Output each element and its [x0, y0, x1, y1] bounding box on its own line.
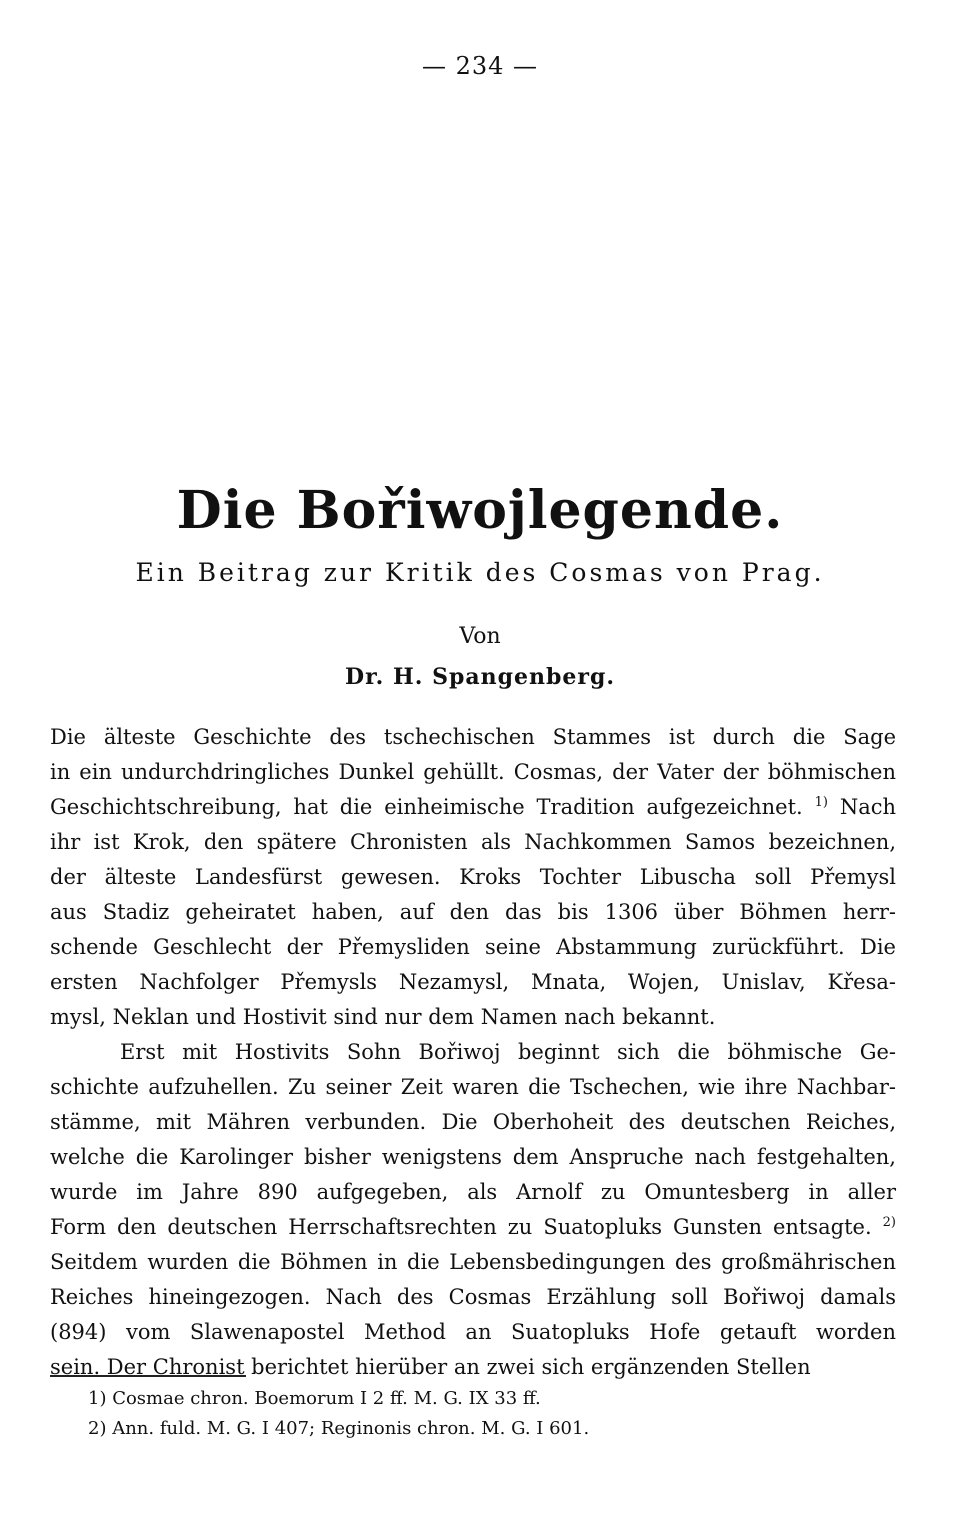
- footnote: 2) Ann. fuld. M. G. I 407; Reginonis chron. M. G. I 601.: [88, 1418, 590, 1439]
- text-line: Form den deutschen Herrschaftsrechten zu Suatopluks Gunsten entsagte. $^{2)}$: [50, 1215, 896, 1239]
- author-name: Dr. H. Spangenberg.: [345, 664, 615, 690]
- text-line: schichte aufzuhellen. Zu seiner Zeit waren die Tschechen, wie ihre Nachbar-: [50, 1075, 896, 1099]
- text-line: Die älteste Geschichte des tschechischen Stammes ist durch die Sage: [50, 725, 896, 749]
- text-line: Reiches hineingezogen. Nach des Cosmas Erzählung soll Bořiwoj damals: [50, 1285, 896, 1309]
- text-line: wurde im Jahre 890 aufgegeben, als Arnolf zu Omuntesberg in aller: [50, 1180, 896, 1204]
- text-line: mysl, Neklan und Hostivit sind nur dem Namen nach bekannt.: [50, 1005, 716, 1029]
- byline: Von: [459, 624, 501, 649]
- text-line: in ein undurchdringliches Dunkel gehüllt. Cosmas, der Vater der böhmischen: [50, 760, 896, 784]
- text-line: ihr ist Krok, den spätere Chronisten als Nachkommen Samos bezeichnen,: [50, 830, 896, 854]
- text-line: welche die Karolinger bisher wenigstens dem Anspruche nach festgehalten,: [50, 1145, 896, 1169]
- text-line: Erst mit Hostivits Sohn Bořiwoj beginnt sich die böhmische Ge-: [120, 1040, 896, 1064]
- text-line: aus Stadiz geheiratet haben, auf den das bis 1306 über Böhmen herr-: [50, 900, 896, 924]
- body-text: [50, 720, 896, 1385]
- text-line: schende Geschlecht der Přemysliden seine Abstammung zurückführt. Die: [50, 935, 896, 959]
- text-line: (894) vom Slawenapostel Method an Suatopluks Hofe getauft worden: [50, 1320, 896, 1344]
- text-line: Geschichtschreibung, hat die einheimische Tradition aufgezeichnet. $^{1)}$ Nach: [50, 795, 896, 819]
- footnote-ref: 2): [882, 1215, 896, 1230]
- footnote-ref: 1): [814, 795, 828, 810]
- text-line: sein. Der Chronist berichtet hierüber an zwei sich ergänzenden Stellen: [50, 1355, 811, 1379]
- text-line: der älteste Landesfürst gewesen. Kroks Tochter Libuscha soll Přemysl: [50, 865, 896, 889]
- page-number: — 234 —: [421, 52, 539, 80]
- footnote: 1) Cosmae chron. Boemorum I 2 ff. M. G. IX 33 ff.: [88, 1388, 541, 1409]
- footnote-divider: [50, 1375, 246, 1377]
- article-subtitle: Ein Beitrag zur Kritik des Cosmas von Prag.: [135, 558, 825, 587]
- text-line: stämme, mit Mähren verbunden. Die Oberhoheit des deutschen Reiches,: [50, 1110, 896, 1134]
- article-title: Die Bořiwojlegende.: [176, 480, 784, 541]
- text-line: Seitdem wurden die Böhmen in die Lebensbedingungen des großmährischen: [50, 1250, 896, 1274]
- footnotes: [88, 1384, 888, 1444]
- text-line: ersten Nachfolger Přemysls Nezamysl, Mnata, Wojen, Unislav, Křesa-: [50, 970, 896, 994]
